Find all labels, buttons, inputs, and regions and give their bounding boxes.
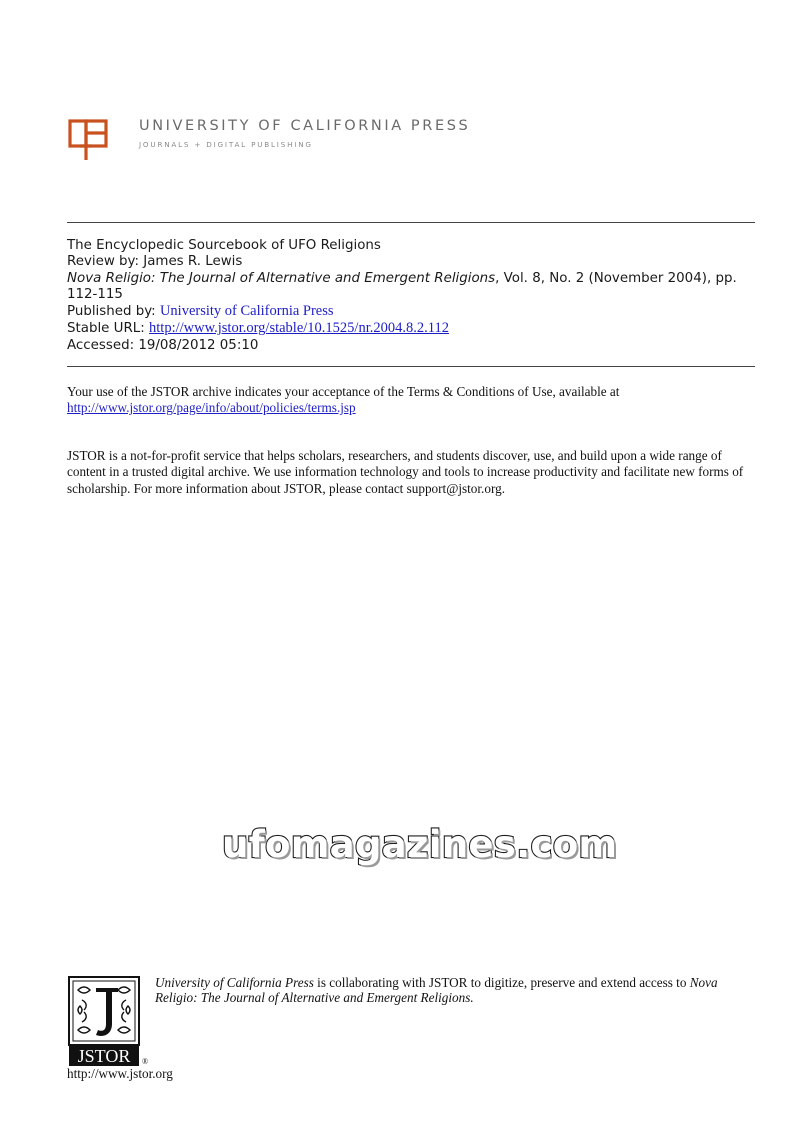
journal-citation: [67, 271, 757, 304]
press-name: UNIVERSITY OF CALIFORNIA PRESS: [139, 118, 471, 134]
bottom-divider: [67, 366, 755, 367]
watermark: ufomagazines.com: [222, 823, 618, 866]
stable-url-link[interactable]: http://www.jstor.org/stable/10.1525/nr.2004.8.2.112: [149, 320, 449, 337]
top-divider: [67, 222, 755, 223]
stable-url-line: [67, 320, 757, 337]
jstor-url[interactable]: http://www.jstor.org: [67, 1066, 173, 1081]
terms-paragraph: [67, 384, 757, 417]
collab-journal: Nova Religio: The Journal of Alternative and Emergent Religions.: [155, 975, 718, 1005]
svg-text:®: ®: [142, 1057, 148, 1066]
publisher-line: [67, 303, 757, 320]
about-jstor-paragraph: JSTOR is a not-for-profit service that helps scholars, researchers, and students discover, use, and build upon a wide range of content in a trusted digital archive. We use information technology and tools to increase productivity and facilitate new forms of scholarship. For more information about JSTOR, please contact support@jstor.org.: [67, 448, 744, 496]
stable-url-label: Stable URL:: [67, 321, 150, 337]
review-author: Review by: James R. Lewis: [67, 254, 243, 270]
collaboration-note: [155, 976, 755, 1005]
terms-link[interactable]: http://www.jstor.org/page/info/about/policies/terms.jsp: [67, 400, 356, 416]
accessed-date: Accessed: 19/08/2012 05:10: [67, 337, 259, 353]
ucpress-logo-icon: [68, 118, 110, 162]
journal-volume-info: , Vol. 8, No. 2 (November 2004), pp. 112-115: [67, 270, 737, 302]
collab-publisher: University of California Press: [155, 975, 314, 990]
article-title: The Encyclopedic Sourcebook of UFO Religions: [67, 238, 381, 253]
published-by-label: Published by:: [67, 304, 160, 320]
publisher-link[interactable]: University of California Press: [159, 303, 334, 320]
terms-text: Your use of the JSTOR archive indicates your acceptance of the Terms & Conditions of Use, available at: [67, 384, 620, 399]
journal-name: Nova Religio: The Journal of Alternative and Emergent Religions: [67, 270, 496, 286]
citation-block: [67, 238, 757, 354]
press-subtitle: JOURNALS + DIGITAL PUBLISHING: [139, 140, 313, 149]
jstor-logo-icon: [68, 976, 148, 1068]
collab-text: is collaborating with JSTOR to digitize, preserve and extend access to: [313, 975, 690, 990]
jstor-logo-text: JSTOR: [77, 1046, 131, 1066]
